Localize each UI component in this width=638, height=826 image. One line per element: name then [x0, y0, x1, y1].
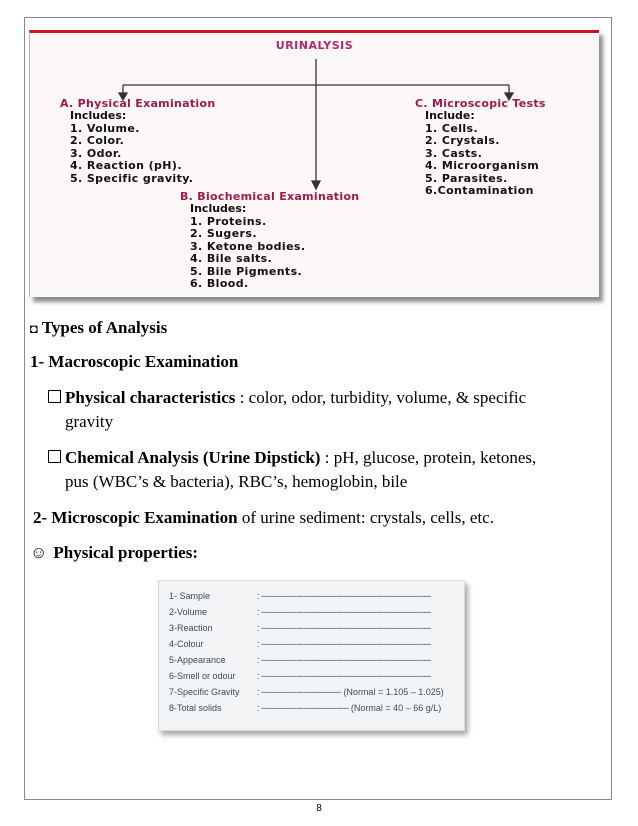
microscopic-heading: 2- Microscopic Examination [33, 508, 238, 527]
form-row-note: (Normal = 40 – 66 g/L) [350, 703, 442, 713]
checkbox-bullet-icon [48, 450, 61, 463]
list-item: 1. Proteins. [190, 214, 267, 228]
form-row-label: 4-Colour [169, 639, 204, 649]
biochemical-exam-heading: B. Biochemical Examination [180, 190, 360, 203]
form-row [169, 655, 431, 665]
form-row-value: : -------------------------------- [257, 687, 341, 697]
smiley-icon: ☺ [30, 543, 48, 562]
form-row [169, 591, 431, 601]
form-row-label: 8-Total solids [169, 703, 222, 713]
form-row [169, 671, 431, 681]
page-number: 8 [316, 803, 322, 814]
physical-characteristics-text: : color, odor, turbidity, volume, & specific [235, 388, 527, 407]
form-row [169, 703, 441, 713]
list-item: 1. Volume. [70, 121, 140, 135]
physical-properties-text: Physical properties: [53, 543, 199, 562]
physical-properties-form [158, 580, 465, 731]
urinalysis-diagram [29, 30, 599, 297]
physical-exam-includes: Includes: [70, 109, 127, 122]
checkbox-bullet-icon [48, 390, 61, 403]
list-item: 2. Color. [70, 134, 125, 147]
list-item: 2. Sugers. [190, 227, 257, 240]
form-row-label: 2-Volume [169, 607, 208, 617]
list-item: 1. Cells. [425, 121, 479, 135]
biochemical-exam-includes: Includes: [190, 202, 247, 215]
microscopic-tests-includes: Include: [425, 109, 475, 122]
physical-properties-heading [30, 543, 198, 563]
microscopic-text: of urine sediment: crystals, cells, etc. [237, 508, 494, 527]
form-row [169, 607, 431, 617]
form-row-value: : -------------------------------------------------------------------- [257, 591, 431, 601]
form-row-note: (Normal = 1.105 – 1.025) [343, 687, 444, 697]
form-row [169, 639, 431, 649]
physical-characteristics-cont: gravity [65, 412, 114, 431]
biochemical-exam-block [180, 190, 359, 291]
biochemical-exam-list [180, 216, 359, 291]
physical-characteristics-label: Physical characteristics [65, 388, 236, 407]
physical-characteristics-item [48, 388, 526, 408]
form-row-label: 6-Smell or odour [169, 671, 236, 681]
chemical-analysis-text: : pH, glucose, protein, ketones, [320, 448, 537, 467]
list-item: 6. Blood. [190, 277, 249, 290]
form-row [169, 687, 444, 697]
list-item: 5. Parasites. [425, 171, 508, 185]
physical-exam-block [60, 97, 216, 185]
list-item: 2. Crystals. [425, 134, 500, 147]
form-row-value: : -------------------------------------------------------------------- [257, 607, 431, 617]
chemical-analysis-label: Chemical Analysis (Urine Dipstick) [65, 448, 321, 467]
list-item: 3. Casts. [425, 146, 483, 160]
list-item: 5. Specific gravity. [70, 171, 194, 185]
form-row [169, 623, 431, 633]
square-bullet-icon: ◘ [30, 321, 38, 336]
types-of-analysis-heading [30, 318, 167, 338]
list-item: 6.Contamination [425, 184, 534, 197]
physical-exam-heading: A. Physical Examination [60, 97, 216, 110]
chemical-analysis-cont: pus (WBC’s & bacteria), RBC’s, hemoglobin, bile [65, 472, 408, 491]
microscopic-tests-block [415, 97, 546, 198]
diagram-title: URINALYSIS [275, 39, 354, 52]
chemical-analysis-item [48, 448, 536, 468]
form-row-label: 3-Reaction [169, 623, 213, 633]
form-row-value: : -------------------------------------------------------------------- [257, 655, 431, 665]
list-item: 3. Odor. [70, 146, 122, 160]
macroscopic-heading: 1- Macroscopic Examination [30, 352, 239, 371]
microscopic-item [33, 508, 494, 528]
types-heading-text: Types of Analysis [41, 318, 168, 337]
form-row-label: 1- Sample [169, 591, 211, 601]
list-item: 4. Bile salts. [190, 252, 273, 265]
list-item: 4. Reaction (pH). [70, 159, 182, 172]
form-row-label: 5-Appearance [169, 655, 226, 665]
form-row-value: : -------------------------------------------------------------------- [257, 671, 431, 681]
physical-exam-list [60, 123, 216, 186]
form-row-value: : -------------------------------------------------------------------- [257, 623, 431, 633]
microscopic-tests-list [415, 123, 546, 198]
list-item: 5. Bile Pigments. [190, 264, 303, 278]
microscopic-tests-heading: C. Microscopic Tests [415, 97, 546, 110]
form-row-value: : ----------------------------------- [257, 703, 349, 713]
form-row-value: : -------------------------------------------------------------------- [257, 639, 431, 649]
list-item: 3. Ketone bodies. [190, 239, 306, 253]
list-item: 4. Microorganism [425, 159, 540, 172]
form-row-label: 7-Specific Gravity [169, 687, 240, 697]
